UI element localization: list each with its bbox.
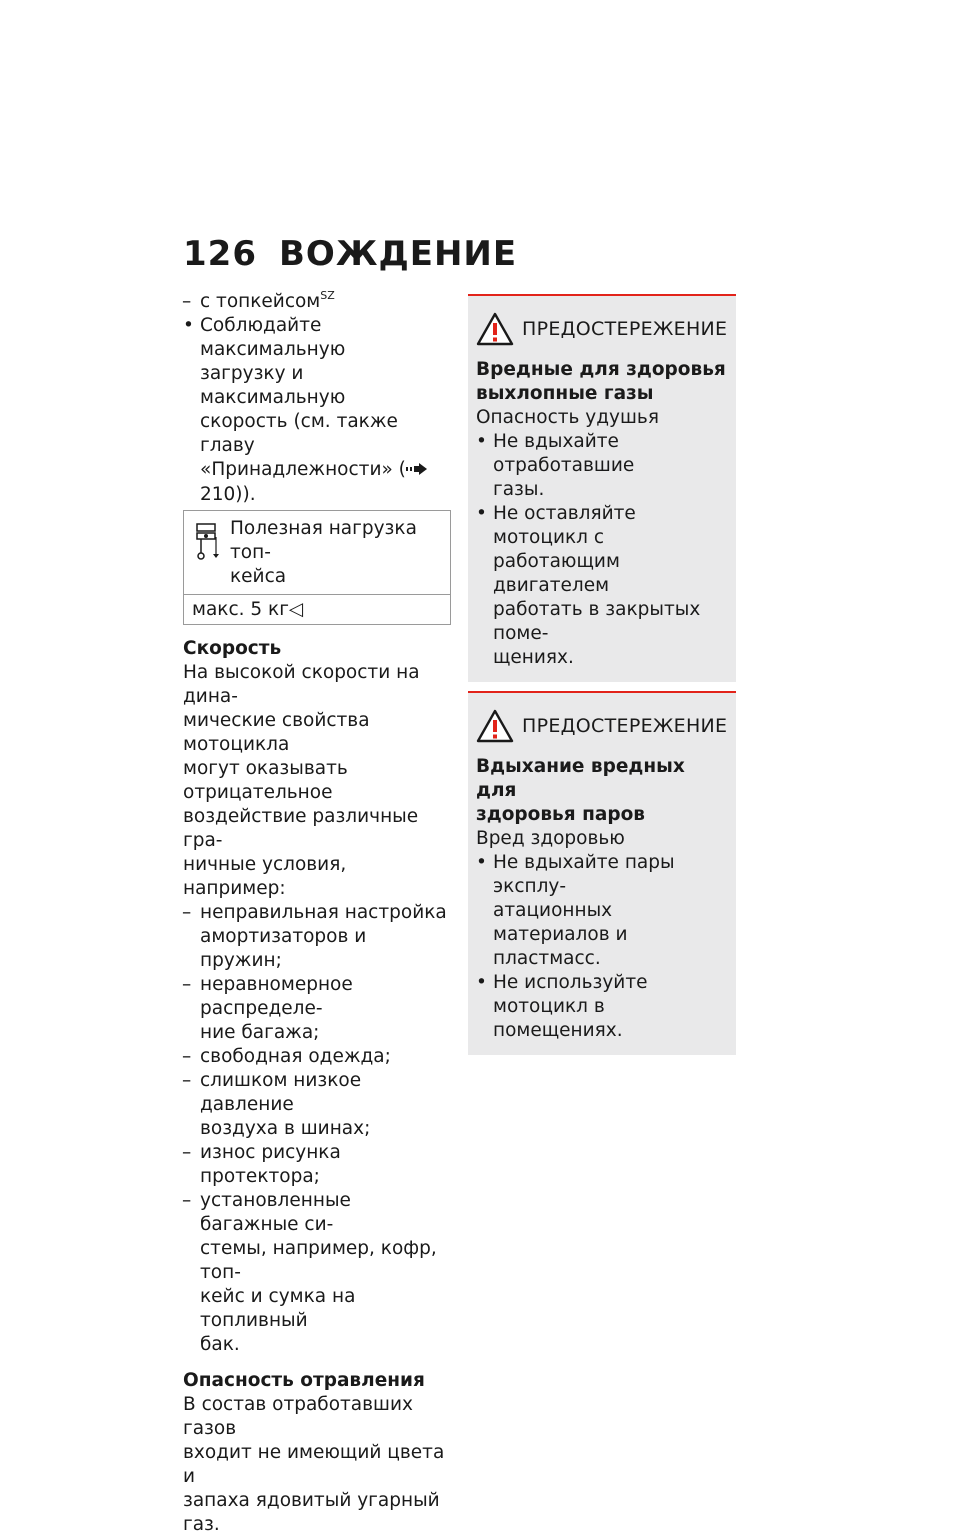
page-header xyxy=(183,234,517,274)
page-number: 126 xyxy=(183,234,257,274)
topcase-item: – с топкейсом$^{SZ}$ xyxy=(183,290,451,314)
page-reference-link[interactable]: 210)). xyxy=(200,484,256,505)
speed-text-line: могут оказывать отрицательное xyxy=(183,758,348,803)
speed-condition-item xyxy=(183,1069,451,1141)
payload-value: макс. 5 кг xyxy=(192,599,289,620)
load-bullet: • Соблюдайте максимальную загрузку и максимальную скорость (см. также главу «Принадлежности» (210)). xyxy=(183,314,451,507)
speed-condition-item xyxy=(183,973,451,1045)
warning-subtitle: Вредные для здоровья xyxy=(476,359,726,380)
speed-text-line: На высокой скорости на дина- xyxy=(183,662,420,707)
warning-title: ПРЕДОСТЕРЕЖЕНИЕ xyxy=(522,318,728,340)
speed-condition-item xyxy=(183,1189,451,1357)
speed-condition-line: амортизаторов и пружин; xyxy=(200,926,367,971)
poison-text-line: запаха ядовитый угарный газ. xyxy=(183,1490,440,1535)
speed-condition-item xyxy=(183,901,451,973)
speed-condition-line: стемы, например, кофр, топ- xyxy=(200,1238,437,1283)
speed-paragraph xyxy=(183,661,451,901)
warning-item-line: • Не используйте мотоцикл в xyxy=(493,972,648,1017)
warning-item-line: работать в закрытых поме- xyxy=(493,599,701,644)
speed-conditions-list xyxy=(183,901,451,1357)
speed-condition-line: – установленные багажные си- xyxy=(200,1190,351,1235)
speed-text-line: воздействие различные гра- xyxy=(183,806,419,851)
warning-box xyxy=(468,294,736,682)
poison-paragraph xyxy=(183,1393,451,1537)
end-of-section-mark: ◁ xyxy=(288,599,304,620)
payload-value-row xyxy=(184,594,450,624)
warning-triangle-icon xyxy=(476,709,514,743)
warning-item-line: пластмасс. xyxy=(493,948,601,969)
warning-item xyxy=(476,851,726,971)
warning-item-line: атационных материалов и xyxy=(493,900,628,945)
payload-label-line: кейса xyxy=(230,566,287,587)
speed-text-line: ничные условия, например: xyxy=(183,854,347,899)
warning-header xyxy=(476,709,726,743)
warning-subtitle: здоровья паров xyxy=(476,804,646,825)
speed-condition-line: бак. xyxy=(200,1334,240,1355)
poison-text-line: В состав отработавших газов xyxy=(183,1394,413,1439)
speed-condition-line: – неправильная настройка xyxy=(200,902,447,923)
left-column xyxy=(183,290,451,1537)
speed-condition-line: – свободная одежда; xyxy=(200,1046,391,1067)
speed-condition-line: – износ рисунка протектора; xyxy=(200,1142,341,1187)
topcase-load-icon xyxy=(194,517,230,589)
warning-item-line: газы. xyxy=(493,479,545,500)
warning-title: ПРЕДОСТЕРЕЖЕНИЕ xyxy=(522,715,728,737)
speed-condition-line: кейс и сумка на топливный xyxy=(200,1286,356,1331)
speed-condition-line: – слишком низкое давление xyxy=(200,1070,362,1115)
payload-spec-table xyxy=(183,510,451,625)
warning-box xyxy=(468,691,736,1055)
speed-condition-item xyxy=(183,1045,451,1069)
warning-item-line: • Не вдыхайте отработавшие xyxy=(493,431,635,476)
warning-item xyxy=(476,430,726,502)
warning-item xyxy=(476,971,726,1043)
warning-item-line: работающим двигателем xyxy=(493,551,620,596)
page-title: ВОЖДЕНИЕ xyxy=(279,234,518,274)
warning-triangle-icon xyxy=(476,312,514,346)
warning-hazard: Вред здоровью xyxy=(476,828,625,849)
speed-condition-line: – неравномерное распределе- xyxy=(200,974,353,1019)
warning-item-line: • Не вдыхайте пары эксплу- xyxy=(493,852,675,897)
warning-item-line: помещениях. xyxy=(493,1020,623,1041)
speed-condition-item xyxy=(183,1141,451,1189)
warning-header xyxy=(476,312,726,346)
warning-item xyxy=(476,502,726,670)
speed-condition-line: ние багажа; xyxy=(200,1022,320,1043)
speed-condition-line: воздуха в шинах; xyxy=(200,1118,371,1139)
page-reference-arrow-icon xyxy=(406,459,428,483)
poison-text-line: входит не имеющий цвета и xyxy=(183,1442,445,1487)
payload-label-line: Полезная нагрузка топ- xyxy=(230,518,417,563)
poison-heading: Опасность отравления xyxy=(183,1370,425,1391)
speed-heading: Скорость xyxy=(183,638,282,659)
equipment-mark: SZ xyxy=(320,289,335,302)
right-column xyxy=(468,294,736,1055)
warning-item-line: • Не оставляйте мотоцикл с xyxy=(493,503,636,548)
warning-item-line: щениях. xyxy=(493,647,574,668)
speed-text-line: мические свойства мотоцикла xyxy=(183,710,370,755)
warning-subtitle: выхлопные газы xyxy=(476,383,654,404)
warning-subtitle: Вдыхание вредных для xyxy=(476,756,685,801)
warning-hazard: Опасность удушья xyxy=(476,407,659,428)
